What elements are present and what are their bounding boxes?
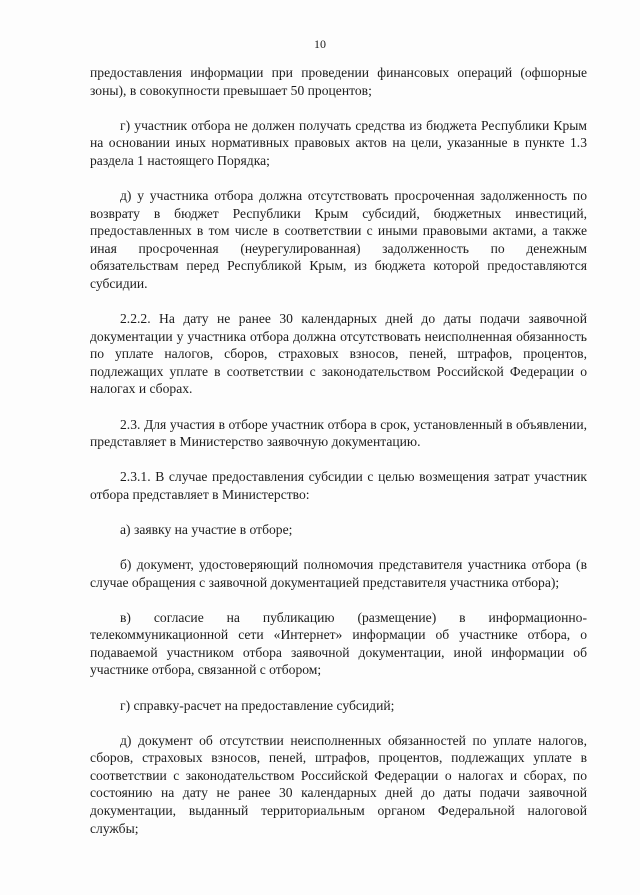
- paragraph-b-authority-document: б) документ, удостоверяющий полномочия представителя участника отбора (в случае обращения с заявочной документацией представителя участника отбора);: [90, 556, 587, 590]
- paragraph-2-3-1-documents: 2.3.1. В случае предоставления субсидии с целью возмещения затрат участник отбора представляет в Министерство:: [90, 469, 587, 502]
- paragraph-d-overdue-debt: д) у участника отбора должна отсутствовать просроченная задолженность по возврату в бюджет Республики Крым субсидий, бюджетных инвестиций, предоставленных в том числе в соответствии с иными правовыми актами, а также иная просроченная (неурегулированная) задолженность по денежным обязательствам перед Республикой Крым, из бюджета которой предоставляются субсидии.: [90, 187, 587, 291]
- paragraph-2-2-2-tax-obligations: 2.2.2. На дату не ранее 30 календарных дней до даты подачи заявочной документации у участника отбора должна отсутствовать неисполненная обязанность по уплате налогов, сборов, страховых взносов, пеней, штрафов, процентов, подлежащих уплате в соответствии с законодательством Российской Федерации о налогах и сборах.: [90, 311, 587, 397]
- page-number: 10: [314, 37, 326, 51]
- paragraph-d-tax-certificate: д) документ об отсутствии неисполненных обязанностей по уплате налогов, сборов, страховых взносов, пеней, штрафов, процентов, подлежащих уплате в соответствии с законодательством Российской Федерации о налогах и сборах, по состоянию на дату не ранее 30 календарных дней до даты подачи заявочной документации, выданный территориальным органом Федеральной налоговой службы;: [90, 732, 587, 836]
- paragraph-g-calculation: г) справку-расчет на предоставление субсидий;: [120, 697, 395, 713]
- document-body: [90, 64, 587, 855]
- paragraph-g-budget-funds: г) участник отбора не должен получать средства из бюджета Республики Крым на основании иных нормативных правовых актов на цели, указанные в пункте 1.3 раздела 1 настоящего Порядка;: [90, 117, 587, 168]
- paragraph-offshore-continuation: предоставления информации при проведении финансовых операций (офшорные зоны), в совокупности превышает 50 процентов;: [90, 65, 587, 98]
- paragraph-a-application: а) заявку на участие в отборе;: [120, 521, 293, 537]
- paragraph-2-3-application: 2.3. Для участия в отборе участник отбора в срок, установленный в объявлении, представляет в Министерство заявочную документацию.: [90, 416, 587, 450]
- paragraph-v-publication-consent: в) согласие на публикацию (размещение) в информационно-телекоммуникационной сети «Интернет» информации об участнике отбора, о подаваемой участником отбора заявочной документации, иной информации об участнике отбора, связанной с отбором;: [90, 609, 587, 678]
